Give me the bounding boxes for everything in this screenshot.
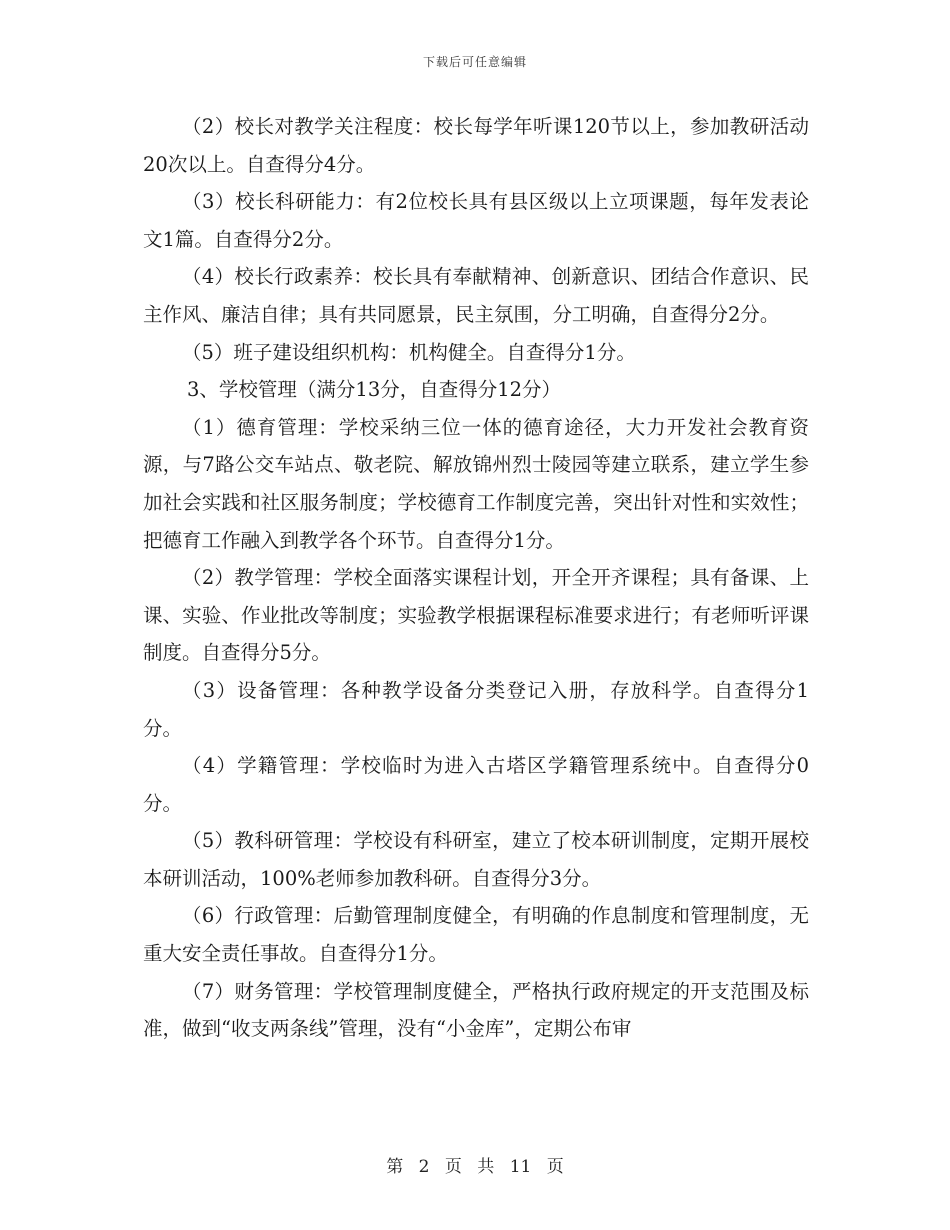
paragraph-research-management: （5）教科研管理：学校设有科研室，建立了校本研训制度，定期开展校本研训活动，100%老师参加教科研。自查得分3分。 bbox=[143, 829, 809, 890]
section-heading-school-management: 3、学校管理（满分13分，自查得分12分） bbox=[187, 378, 562, 402]
paragraph-equipment-management: （3）设备管理：各种教学设备分类登记入册，存放科学。自查得分1分。 bbox=[143, 678, 809, 740]
page-header: 下载后可任意编辑 bbox=[422, 55, 527, 69]
paragraph-student-records-management: （4）学籍管理：学校临时为进入古塔区学籍管理系统中。自查得分0分。 bbox=[143, 754, 809, 815]
footer-label-page: 第 bbox=[386, 1157, 404, 1177]
paragraph-principal-administrative-quality: （4）校长行政素养：校长具有奉献精神、创新意识、团结合作意识、民主作风、廉洁自律；具有共同愿景，民主氛围，分工明确，自查得分2分。 bbox=[143, 265, 809, 326]
page-footer bbox=[0, 1152, 950, 1177]
document-body bbox=[143, 108, 809, 1048]
paragraph-administrative-management: （6）行政管理：后勤管理制度健全，有明确的作息制度和管理制度，无重大安全责任事故。自查得分1分。 bbox=[143, 904, 809, 966]
footer-label-unit: 页 bbox=[444, 1157, 462, 1177]
paragraph-financial-management: （7）财务管理：学校管理制度健全，严格执行政府规定的开支范围及标准，做到“收支两条线”管理，没有“小金库”，定期公布审 bbox=[143, 979, 809, 1041]
footer-current-page: 2 bbox=[418, 1157, 430, 1177]
paragraph-moral-education-management: （1）德育管理：学校采纳三位一体的德育途径，大力开发社会教育资源，与7路公交车站点、敬老院、解放锦州烈士陵园等建立联系，建立学生参加社会实践和社区服务制度；学校德育工作制度完善，突出针对性和实效性；把德育工作融入到教学各个环节。自查得分1分。 bbox=[143, 415, 809, 552]
footer-total-pages: 11 bbox=[509, 1157, 532, 1177]
footer-label-unit-end: 页 bbox=[546, 1157, 564, 1177]
paragraph-principal-research-ability: （3）校长科研能力：有2位校长具有县区级以上立项课题，每年发表论文1篇。自查得分2分。 bbox=[143, 190, 809, 251]
paragraph-principal-teaching-attention: （2）校长对教学关注程度：校长每学年听课120节以上，参加教研活动20次以上。自查得分4分。 bbox=[143, 115, 809, 176]
paragraph-leadership-organization: （5）班子建设组织机构：机构健全。自查得分1分。 bbox=[182, 340, 636, 364]
paragraph-teaching-management: （2）教学管理：学校全面落实课程计划，开全开齐课程；具有备课、上课、实验、作业批改等制度；实验教学根据课程标准要求进行；有老师听评课制度。自查得分5分。 bbox=[143, 566, 809, 665]
footer-label-total: 共 bbox=[477, 1157, 495, 1177]
